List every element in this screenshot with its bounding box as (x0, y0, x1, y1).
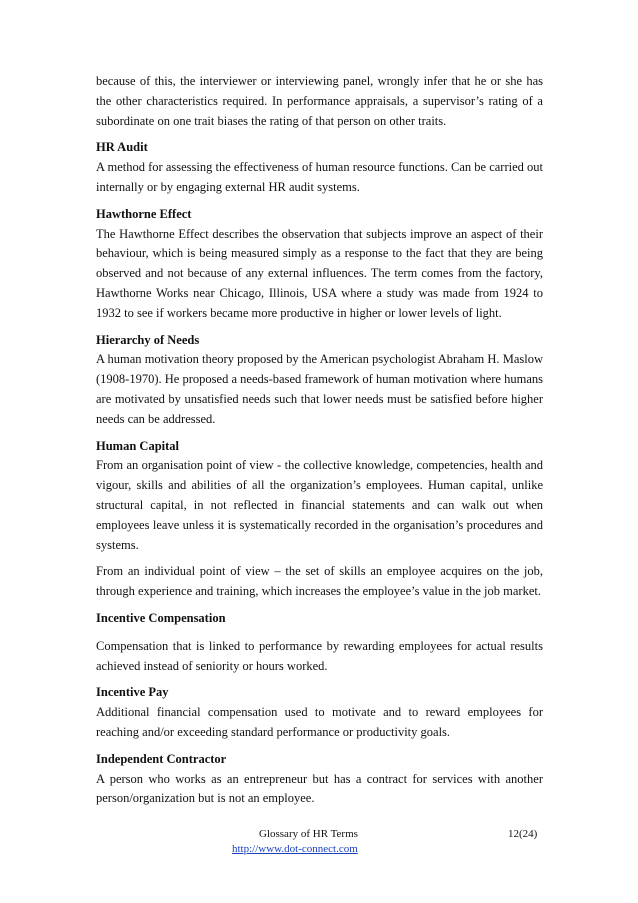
definition-human-capital-organisation: From an organisation point of view - the collective knowledge, competencies, health and vigour, skills and abilities of all the organization’s employees. Human capital, unlike structural capital, in not reflected in financial statements and can walk out when employees leave unless it is systematically recorded in the organisation’s procedures and systems. (96, 458, 543, 552)
glossary-content (96, 72, 543, 809)
footer-page-number: 12(24) (508, 828, 538, 840)
term-hr-audit: HR Audit (96, 140, 148, 155)
definition-hierarchy-of-needs: A human motivation theory proposed by the American psychologist Abraham H. Maslow (1908-1970). He proposed a needs-based framework of human motivation where humans are motivated by unsatisfied needs such that lower needs must be satisfied before higher needs can be addressed. (96, 352, 543, 426)
definition-hr-audit: A method for assessing the effectiveness of human resource functions. Can be carried out internally or by engaging external HR audit systems. (96, 160, 543, 194)
term-independent-contractor: Independent Contractor (96, 751, 227, 766)
definition-independent-contractor: A person who works as an entrepreneur but has a contract for services with another person/organization but is not an employee. (96, 771, 543, 806)
term-hawthorne-effect: Hawthorne Effect (96, 206, 192, 221)
definition-incentive-pay: Additional financial compensation used to motivate and to reward employees for reaching and/or exceeding standard performance or productivity goals. (96, 705, 543, 739)
footer-website-link[interactable]: http://www.dot-connect.com (232, 843, 358, 855)
definition-incentive-compensation: Compensation that is linked to performance by rewarding employees for actual results achieved instead of seniority or hours worked. (96, 638, 543, 673)
term-human-capital: Human Capital (96, 438, 180, 453)
definition-hawthorne-effect: The Hawthorne Effect describes the observation that subjects improve an aspect of their behaviour, which is being measured simply as a response to the fact that they are being observed and not because of any external influences. The term comes from the factory, Hawthorne Works near Chicago, Illinois, USA where a study was made from 1924 to 1932 to see if workers became more productive in higher or lower levels of light. (96, 226, 543, 320)
definition-human-capital-individual: From an individual point of view – the set of skills an employee acquires on the job, through experience and training, which increases the employee’s value in the job market. (96, 564, 543, 599)
term-incentive-pay: Incentive Pay (96, 685, 169, 700)
footer-document-title: Glossary of HR Terms (259, 828, 358, 840)
term-incentive-compensation: Incentive Compensation (96, 610, 226, 625)
paragraph-spacer (96, 555, 543, 562)
term-hierarchy-of-needs: Hierarchy of Needs (96, 332, 200, 347)
intro-paragraph: because of this, the interviewer or interviewing panel, wrongly infer that he or she has the other characteristics required. In performance appraisals, a supervisor’s rating of a subordinate on one trait biases the rating of that person on other traits. (96, 74, 543, 128)
paragraph-spacer (96, 629, 543, 637)
